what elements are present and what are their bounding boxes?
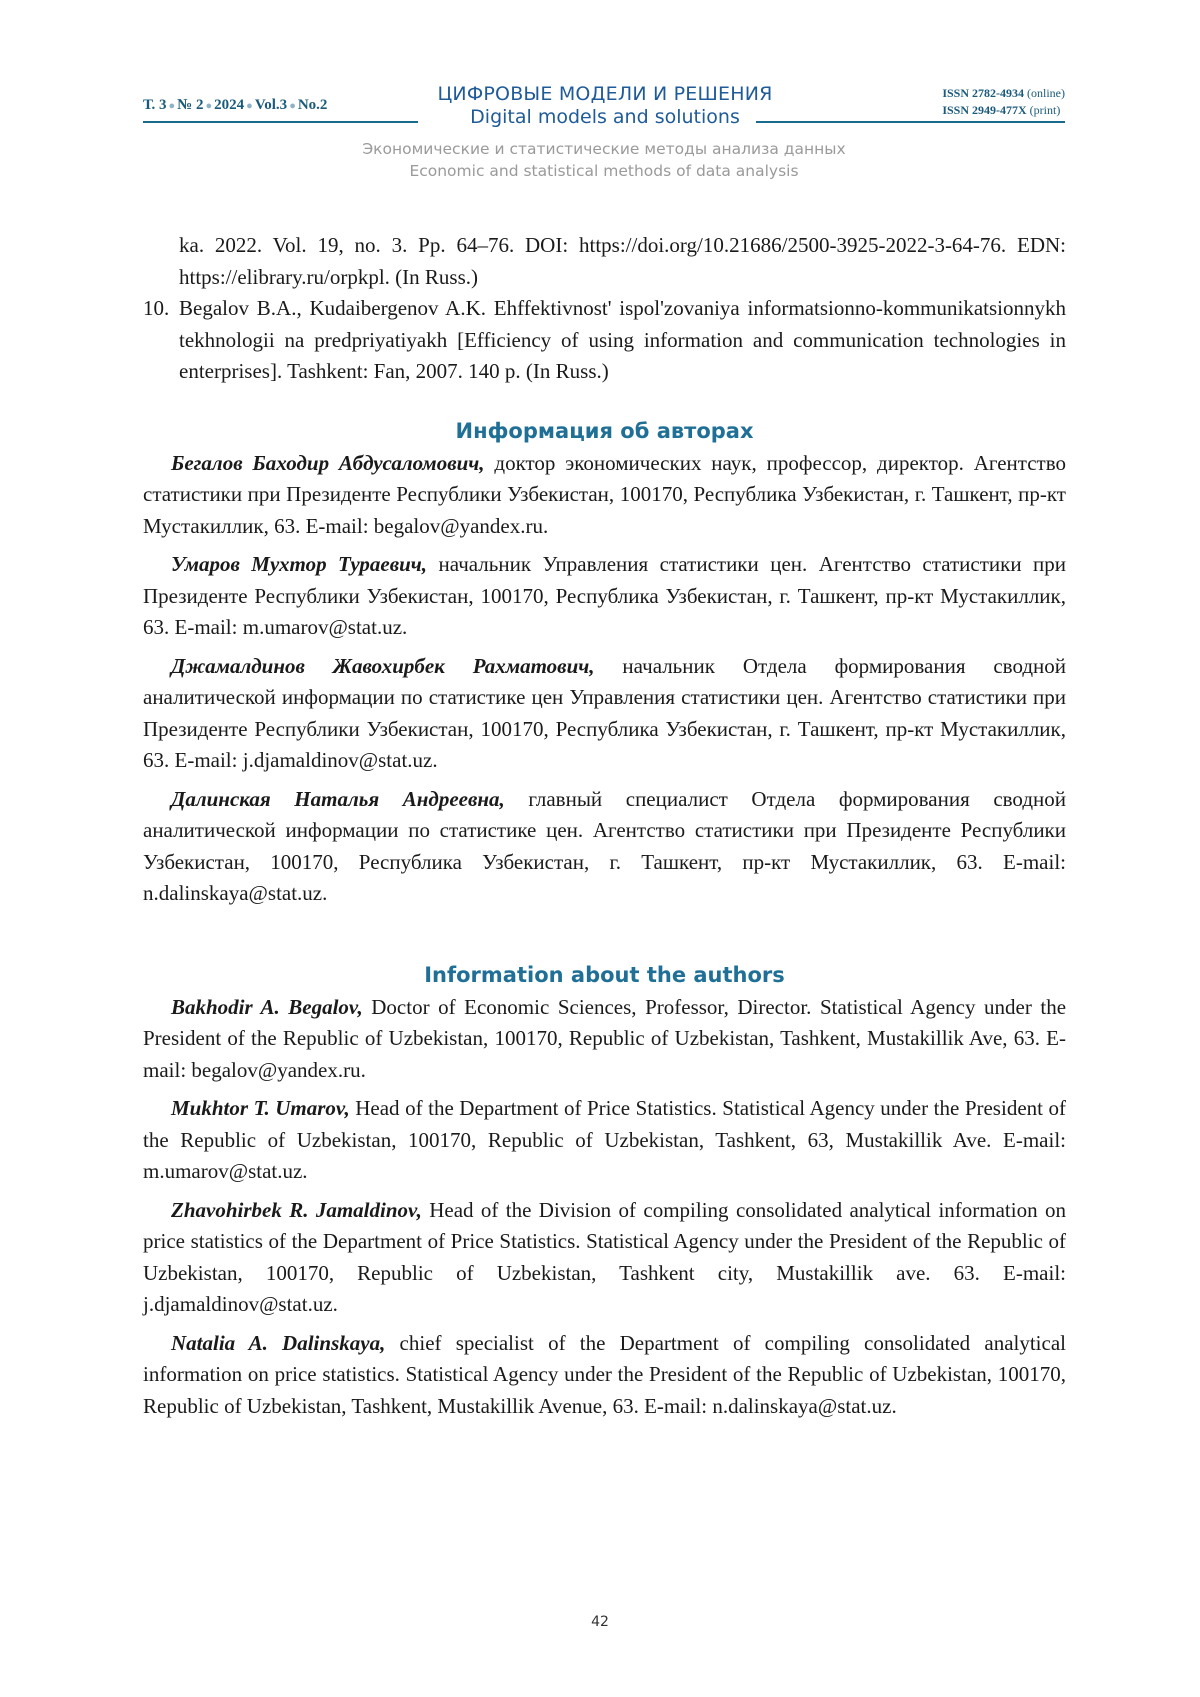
author-ru [143,651,1066,777]
authors-heading-ru: Информация об авторах [455,418,754,443]
author-details: chief specialist of the Department of compiling consolidated analytical information on price statistics. Statistical Agency under the President of the Republic of Uzbekistan, 100170, Republic of Uzbekistan, Tashkent, Mustakillik Avenue, 63. E-mail: n.dalinskaya@stat.uz. [143,1330,1066,1418]
page-number: 42 [591,1614,609,1630]
issn-print-label: (print) [1029,103,1061,117]
author-details: доктор экономических наук, профессор, директор. Агентство статистики при Президенте Республики Узбекистан, 100170, Республика Узбекистан, г. Ташкент, пр-кт Мустакиллик, 63. E-mail: begalov@yandex.ru. [143,450,1066,538]
author-details: Head of the Division of compiling consolidated analytical information on price statistics of the Department of Price Statistics. Statistical Agency under the President of the Republic of Uzbekistan, 100170, Republic of Uzbekistan, Tashkent city, Mustakillik ave. 63. E-mail: j.djamaldinov@stat.uz. [143,1197,1066,1316]
author-en [143,1328,1066,1423]
section-title-ru: Экономические и статистические методы анализа данных [362,140,846,158]
author-name: Умаров Мухтор Тураевич, [171,552,428,576]
author-name: Bakhodir A. Begalov, [171,994,363,1019]
author-en [143,1093,1066,1188]
author-name: Джамалдинов Жавохирбек Рахматович, [171,653,595,678]
issue-en: No.2 [297,97,328,113]
author-name: Mukhtor T. Umarov, [171,1096,350,1120]
reference-item [143,293,1066,388]
author-en [143,992,1066,1087]
issn-online: ISSN 2782-4934 [942,86,1024,100]
issue-ru: № 2 [177,97,204,113]
author-name: Natalia A. Dalinskaya, [171,1330,386,1355]
issn-online-label: (online) [1027,86,1065,100]
section-header [143,138,1065,182]
author-name: Zhavohirbek R. Jamaldinov, [171,1197,422,1222]
reference-number: 10. [143,296,170,320]
author-en [143,1195,1066,1321]
section-title-en: Economic and statistical methods of data analysis [409,162,799,180]
header-rule-left [143,121,418,123]
issn-block [942,85,1065,119]
author-name: Далинская Наталья Андреевна, [171,786,505,811]
volume-en: Vol.3 [254,97,288,113]
volume-ru: Т. 3 [143,97,167,113]
issn-print: ISSN 2949-477X [942,103,1027,117]
author-ru [143,784,1066,910]
issue-info: Т. 3 ● № 2 ● 2024 ● Vol.3 ● No.2 [143,97,328,113]
journal-title [415,82,795,128]
journal-title-en: Digital models and solutions [470,106,740,128]
header-rule-right [756,121,1065,123]
authors-heading-en: Information about the authors [424,962,785,987]
author-details: главный специалист Отдела формирования сводной аналитической информации по статистике цен. Агентство статистики при Президенте Республики Узбекистан, 100170, Республика Узбекистан, г. Ташкент, пр-кт Мустакиллик, 63. E-mail: n.dalinskaya@stat.uz. [143,786,1066,905]
author-details: Head of the Department of Price Statistics. Statistical Agency under the President of the Republic of Uzbekistan, 100170, Republic of Uzbekistan, Tashkent, 63, Mustakillik Ave. E-mail: m.umarov@stat.uz. [143,1096,1066,1183]
reference-text: Begalov B.A., Kudaibergenov A.K. Ehffektivnost' ispol'zovaniya informatsionno-kommunikatsionnykh tekhnologii na predpriyatiyakh [Efficiency of using information and communication technologies in enterprises]. Tashkent: Fan, 2007. 140 p. (In Russ.) [179,296,1066,383]
author-details: Doctor of Economic Sciences, Professor, Director. Statistical Agency under the President of the Republic of Uzbekistan, 100170, Republic of Uzbekistan, Tashkent, Mustakillik Ave, 63. E-mail: begalov@yandex.ru. [143,994,1067,1082]
author-name: Бегалов Баходир Абдусаломович, [171,450,485,475]
reference-continuation: ka. 2022. Vol. 19, no. 3. Pp. 64–76. DOI: https://doi.org/10.21686/2500-3925-2022-3-64-76. EDN: https://elibrary.ru/orpkpl. (In Russ.) [179,233,1066,289]
running-header [143,82,1065,126]
journal-title-ru: ЦИФРОВЫЕ МОДЕЛИ И РЕШЕНИЯ [437,83,773,105]
page-content [143,230,1066,1429]
year: 2024 [214,97,245,113]
author-ru [143,549,1066,644]
author-ru [143,448,1066,543]
author-details: начальник Управления статистики цен. Агентство статистики при Президенте Республики Узбекистан, 100170, Республика Узбекистан, г. Ташкент, пр-кт Мустакиллик, 63. E-mail: m.umarov@stat.uz. [143,552,1066,639]
author-details: начальник Отдела формирования сводной аналитической информации по статистике цен Управления статистики цен. Агентство статистики при Президенте Республики Узбекистан, 100170, Республика Узбекистан, г. Ташкент, пр-кт Мустакиллик, 63. E-mail: j.djamaldinov@stat.uz. [143,653,1067,772]
